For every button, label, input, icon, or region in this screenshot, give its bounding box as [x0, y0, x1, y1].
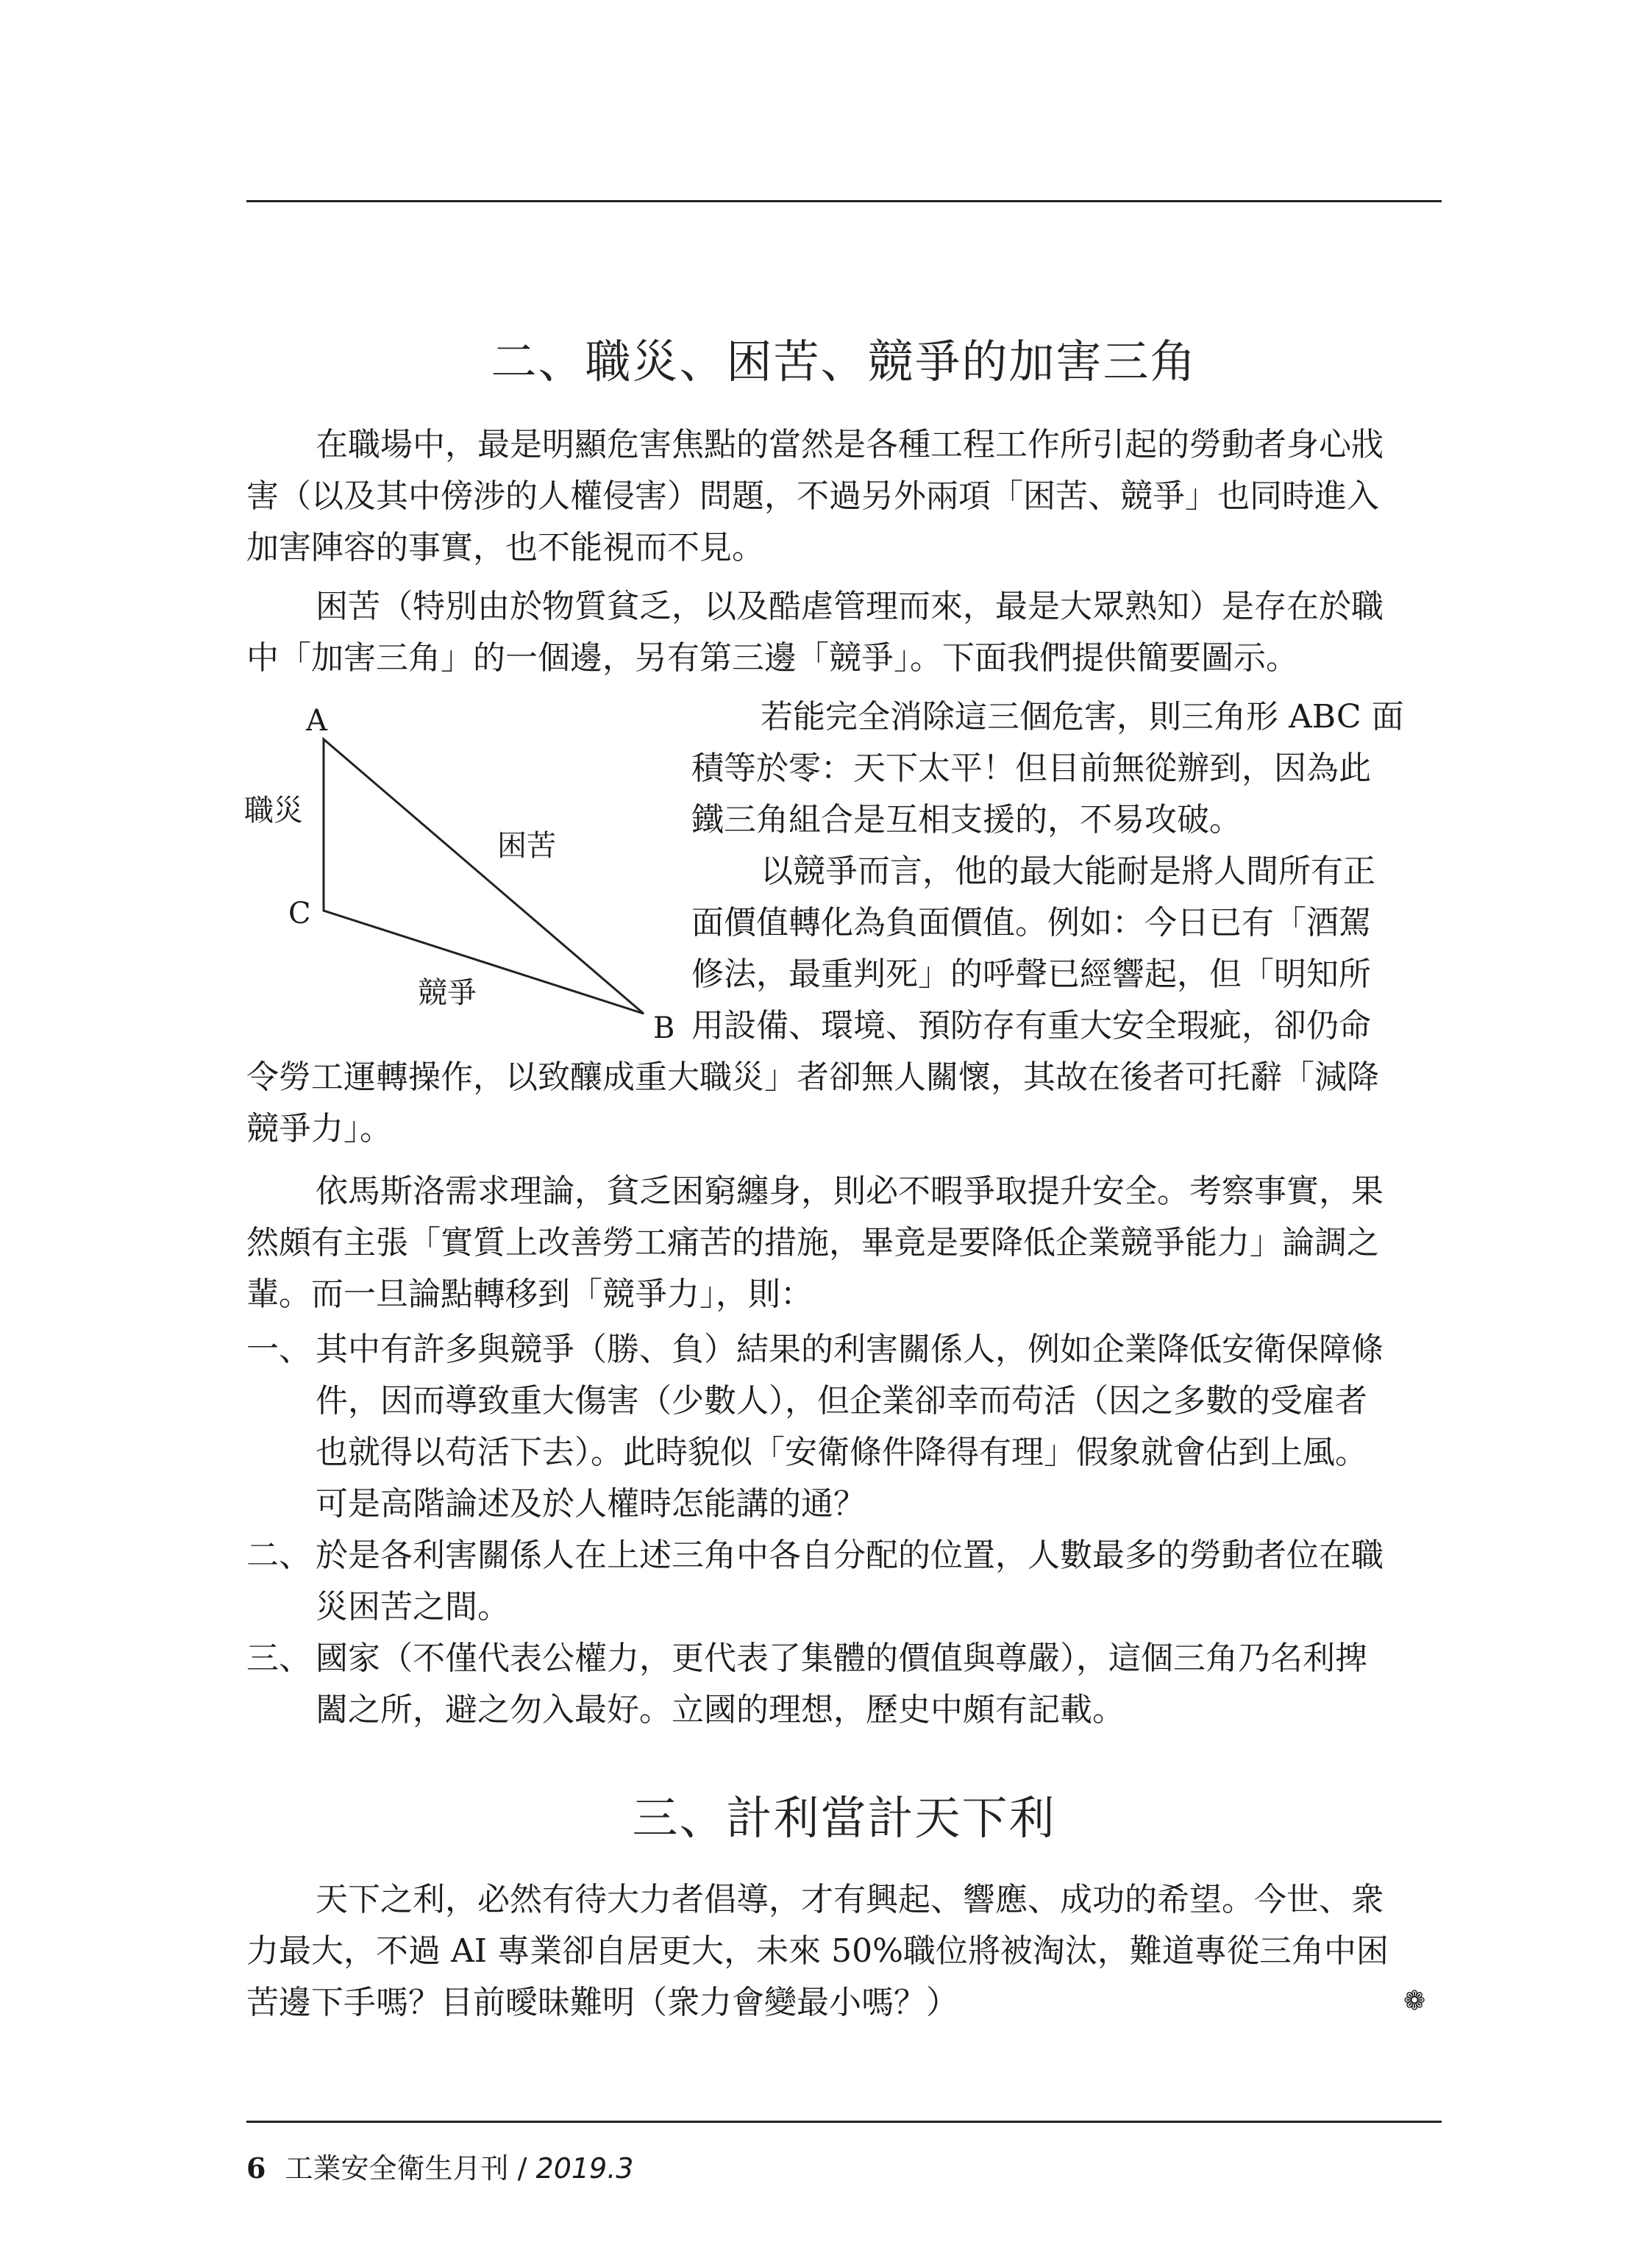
text-line: 修法，最重判死」的呼聲已經響起，但「明知所: [691, 955, 1371, 993]
text-line: 其中有許多與競爭（勝、負）結果的利害關係人，例如企業降低安衛保障條: [316, 1331, 1384, 1368]
section-title: 三、計利當計天下利: [632, 1791, 1056, 1845]
text-line: 也就得以苟活下去）。此時貌似「安衛條件降得有理」假象就會佔到上風。: [316, 1434, 1367, 1471]
top-rule: [246, 200, 1442, 202]
vertex-c-label: C: [288, 897, 311, 930]
section-title: 二、職災、困苦、競爭的加害三角: [491, 335, 1197, 388]
vertex-a-label: A: [306, 704, 327, 738]
text-line: 然頗有主張「實質上改善勞工痛苦的措施，畢竟是要降低企業競爭能力」論調之: [246, 1224, 1379, 1261]
text-line: 災困苦之間。: [316, 1588, 510, 1626]
text-line: 中「加害三角」的一個邊，另有第三邊「競爭」。下面我們提供簡要圖示。: [246, 639, 1298, 677]
list-item: [246, 1633, 1442, 1736]
text-line: 以競爭而言，他的最大能耐是將人間所有正: [761, 853, 1375, 890]
vertex-b-label: B: [653, 1011, 675, 1045]
text-line: 闔之所，避之勿入最好。立國的理想，歷史中頗有記載。: [316, 1691, 1125, 1729]
text-line: 依馬斯洛需求理論，貧乏困窮纏身，則必不暇爭取提升安全。考察事實，果: [316, 1172, 1384, 1210]
text-line: 件，因而導致重大傷害（少數人），但企業卻幸而苟活（因之多數的受雇者: [316, 1382, 1367, 1420]
text-line: 加害陣容的事實，也不能視而不見。: [246, 529, 764, 566]
text-line: 令勞工運轉操作，以致釀成重大職災」者卻無人關懷，其故在後者可托辭「減降: [246, 1058, 1379, 1096]
end-mark-icon: ❁: [1403, 1986, 1426, 2016]
text-line: 天下之利，必然有待大力者倡導，才有興起、響應、成功的希望。今世、衆: [316, 1881, 1384, 1918]
bottom-rule: [246, 2121, 1442, 2123]
text-line: 於是各利害關係人在上述三角中各自分配的位置，人數最多的勞動者位在職: [316, 1537, 1384, 1574]
page-number: 6: [246, 2152, 266, 2185]
triangle-diagram: [235, 699, 691, 1052]
text-line: 可是高階論述及於人權時怎能講的通？: [316, 1485, 866, 1523]
side-ac-label: 職災: [244, 794, 303, 828]
text-line: 用設備、環境、預防存有重大安全瑕疵，卻仍命: [691, 1007, 1371, 1044]
page-footer: [246, 2152, 633, 2185]
text-line: 積等於零：天下太平！但目前無從辦到，因為此: [691, 750, 1371, 787]
list-item-number: 三、: [246, 1640, 311, 1677]
paragraph-2: [246, 581, 1442, 684]
paragraph-5: [246, 1874, 1442, 2029]
text-line: 力最大，不過 AI 專業卻自居更大，未來 50%職位將被淘汰，難道專從三角中困: [246, 1932, 1389, 1970]
text-line: 輩。而一旦論點轉移到「競爭力」，則：: [246, 1275, 813, 1313]
side-ab-label: 困苦: [497, 829, 556, 863]
paragraph-3-continued: [246, 1052, 1442, 1155]
numbered-list: [246, 1324, 1442, 1736]
text-line: 害（以及其中傍涉的人權侵害）問題，不過另外兩項「困苦、競爭」也同時進入: [246, 477, 1379, 515]
text-line: 鐵三角組合是互相支援的，不易攻破。: [691, 801, 1242, 839]
paragraph-4: [246, 1166, 1442, 1320]
text-line: 若能完全消除這三個危害，則三角形 ABC 面: [761, 698, 1404, 736]
text-line: 面價值轉化為負面價值。例如：今日已有「酒駕: [691, 904, 1371, 942]
text-line: 苦邊下手嗎？目前曖昧難明（衆力會變最小嗎？）: [246, 1984, 958, 2021]
text-line: 國家（不僅代表公權力，更代表了集體的價值與尊嚴），這個三角乃名利捭: [316, 1640, 1367, 1677]
text-line: 在職場中，最是明顯危害焦點的當然是各種工程工作所引起的勞動者身心戕: [316, 426, 1384, 463]
paragraph-1: [246, 419, 1442, 574]
text-line: 競爭力」。: [246, 1110, 392, 1147]
triangle-abc: [324, 739, 644, 1014]
side-cb-label: 競爭: [418, 976, 477, 1010]
publication-name: 工業安全衛生月刊 /: [285, 2152, 536, 2185]
list-item-number: 二、: [246, 1537, 311, 1574]
list-item: [246, 1530, 1442, 1633]
issue-date: 2019.3: [535, 2152, 634, 2185]
list-item: [246, 1324, 1442, 1530]
list-item-number: 一、: [246, 1331, 311, 1368]
diagram-side-text: [691, 691, 1442, 1052]
text-line: 困苦（特別由於物質貧乏，以及酷虐管理而來，最是大眾熟知）是存在於職: [316, 588, 1384, 625]
